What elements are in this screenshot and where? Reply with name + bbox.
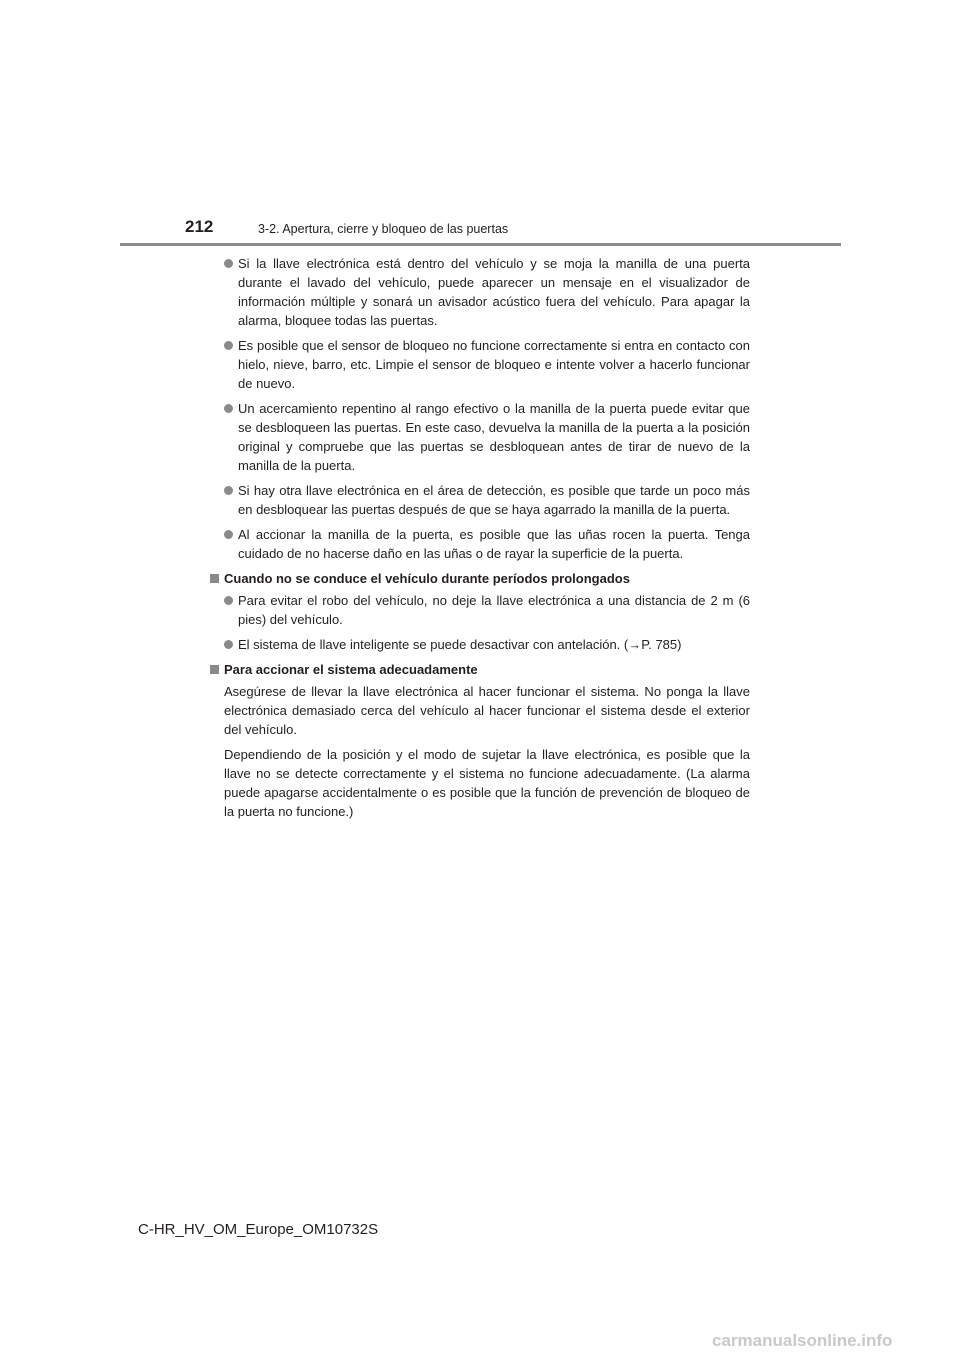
square-bullet-icon	[210, 665, 219, 674]
subheading-operation	[210, 660, 750, 679]
list-item	[210, 254, 750, 330]
page-number: 212	[185, 217, 214, 236]
subheading-text: Para accionar el sistema adecuadamente	[224, 662, 478, 677]
header-rule	[120, 243, 841, 246]
page-content	[210, 254, 750, 827]
bullet-circle-icon	[224, 341, 233, 350]
list-item	[210, 481, 750, 519]
list-item	[210, 591, 750, 629]
bullet-circle-icon	[224, 486, 233, 495]
subheading-text: Cuando no se conduce el vehículo durante períodos prolongados	[224, 571, 630, 586]
paragraph: Dependiendo de la posición y el modo de sujetar la llave electrónica, es posible que la llave no se detecte correctamente y el sistema no funcione adecuadamente. (La alarma puede apagarse accidentalmente o es posible que la función de prevención de bloqueo de la puerta no funcione.)	[224, 747, 750, 819]
paragraph: Asegúrese de llevar la llave electrónica al hacer funcionar el sistema. No ponga la llave electrónica demasiado cerca del vehículo al hacer funcionar el sistema desde el exterior del vehículo.	[224, 684, 750, 737]
list-item	[210, 635, 750, 654]
footer-doc-id: C-HR_HV_OM_Europe_OM10732S	[138, 1221, 379, 1238]
bullet-text: El sistema de llave inteligente se puede desactivar con antelación. (→P. 785)	[238, 637, 682, 652]
bullet-text: Para evitar el robo del vehículo, no deje la llave electrónica a una distancia de 2 m (6 pies) del vehículo.	[238, 593, 750, 627]
bullet-circle-icon	[224, 259, 233, 268]
bullet-text: Si la llave electrónica está dentro del vehículo y se moja la manilla de una puerta durante el lavado del vehículo, puede aparecer un mensaje en el visualizador de información múltiple y sonará un avisador acústico fuera del vehículo. Para apagar la alarma, bloquee todas las puertas.	[238, 256, 750, 328]
bullet-circle-icon	[224, 530, 233, 539]
subheading-long-periods	[210, 569, 750, 588]
bullet-text: Un acercamiento repentino al rango efectivo o la manilla de la puerta puede evitar que se desbloqueen las puertas. En este caso, devuelva la manilla de la puerta a la posición original y compruebe que las puertas se desbloquean antes de tirar de nuevo de la manilla de la puerta.	[238, 401, 750, 473]
watermark: carmanualsonline.info	[712, 1331, 893, 1350]
square-bullet-icon	[210, 574, 219, 583]
bullet-circle-icon	[224, 596, 233, 605]
bullet-circle-icon	[224, 404, 233, 413]
bullet-text: Es posible que el sensor de bloqueo no funcione correctamente si entra en contacto con hielo, nieve, barro, etc. Limpie el sensor de bloqueo e intente volver a hacerlo funcionar de nuevo.	[238, 338, 750, 391]
list-item	[210, 336, 750, 393]
bullet-text: Al accionar la manilla de la puerta, es posible que las uñas rocen la puerta. Tenga cuidado de no hacerse daño en las uñas o de rayar la superficie de la puerta.	[238, 527, 750, 561]
list-item	[210, 525, 750, 563]
section-title: 3-2. Apertura, cierre y bloqueo de las puertas	[258, 222, 509, 236]
bullet-circle-icon	[224, 640, 233, 649]
list-item	[210, 399, 750, 475]
bullet-text: Si hay otra llave electrónica en el área de detección, es posible que tarde un poco más en desbloquear las puertas después de que se haya agarrado la manilla de la puerta.	[238, 483, 750, 517]
